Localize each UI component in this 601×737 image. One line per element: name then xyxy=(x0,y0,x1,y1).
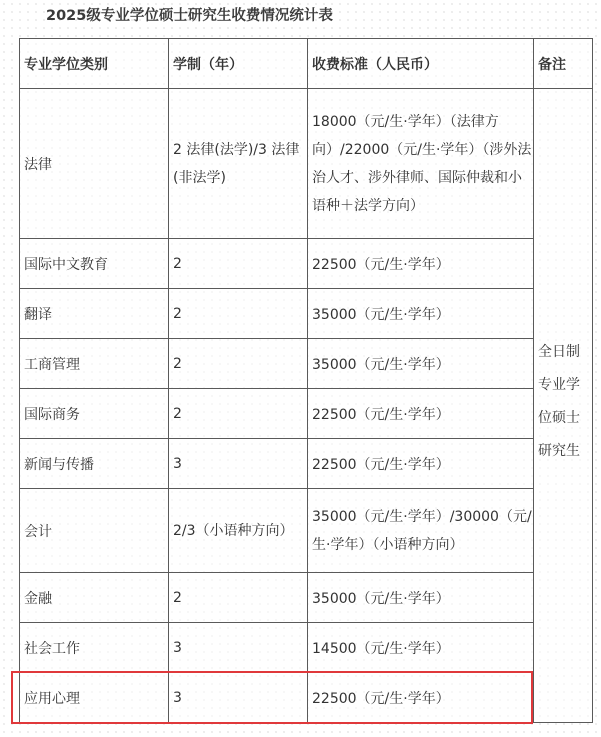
table-row xyxy=(20,673,593,723)
cell-category: 工商管理 xyxy=(20,339,169,389)
cell-category: 国际中文教育 xyxy=(20,239,169,289)
fee-table xyxy=(19,38,593,723)
cell-fee: 14500（元/生·学年） xyxy=(308,623,534,673)
cell-category: 会计 xyxy=(20,489,169,573)
header-remark: 备注 xyxy=(534,39,593,89)
cell-fee: 35000（元/生·学年） xyxy=(308,573,534,623)
table-header-row xyxy=(20,39,593,89)
cell-category: 国际商务 xyxy=(20,389,169,439)
cell-category: 金融 xyxy=(20,573,169,623)
cell-duration: 3 xyxy=(169,673,308,723)
table-row xyxy=(20,289,593,339)
cell-category: 新闻与传播 xyxy=(20,439,169,489)
cell-category: 应用心理 xyxy=(20,673,169,723)
cell-fee: 22500（元/生·学年） xyxy=(308,439,534,489)
table-row xyxy=(20,389,593,439)
cell-duration: 2 xyxy=(169,239,308,289)
cell-fee: 35000（元/生·学年） xyxy=(308,289,534,339)
cell-duration: 2 xyxy=(169,389,308,439)
cell-duration: 3 xyxy=(169,623,308,673)
header-fee: 收费标准（人民币） xyxy=(308,39,534,89)
table-row xyxy=(20,89,593,239)
cell-fee: 22500（元/生·学年） xyxy=(308,389,534,439)
cell-duration: 2 xyxy=(169,339,308,389)
cell-duration: 2 xyxy=(169,573,308,623)
header-category: 专业学位类别 xyxy=(20,39,169,89)
table-row xyxy=(20,489,593,573)
table-row xyxy=(20,339,593,389)
cell-duration: 2/3（小语种方向） xyxy=(169,489,308,573)
table-row xyxy=(20,573,593,623)
cell-duration: 2 xyxy=(169,289,308,339)
header-duration: 学制（年） xyxy=(169,39,308,89)
remark-text: 全日制专业学位硕士研究生 xyxy=(538,343,580,459)
cell-category: 法律 xyxy=(20,89,169,239)
cell-fee: 35000（元/生·学年）/30000（元/生·学年）（小语种方向） xyxy=(308,489,534,573)
cell-duration: 3 xyxy=(169,439,308,489)
cell-fee: 35000（元/生·学年） xyxy=(308,339,534,389)
cell-category: 翻译 xyxy=(20,289,169,339)
cell-fee: 22500（元/生·学年） xyxy=(308,239,534,289)
page-title: 2025级专业学位硕士研究生收费情况统计表 xyxy=(46,8,333,24)
table-row xyxy=(20,439,593,489)
cell-fee: 18000（元/生·学年）（法律方向）/22000（元/生·学年）（涉外法治人才、涉外律师、国际仲裁和小语种＋法学方向） xyxy=(308,89,534,239)
cell-fee: 22500（元/生·学年） xyxy=(308,673,534,723)
cell-remark xyxy=(534,89,593,723)
cell-category: 社会工作 xyxy=(20,623,169,673)
table-row xyxy=(20,623,593,673)
cell-duration: 2 法律(法学)/3 法律(非法学) xyxy=(169,89,308,239)
table-row xyxy=(20,239,593,289)
